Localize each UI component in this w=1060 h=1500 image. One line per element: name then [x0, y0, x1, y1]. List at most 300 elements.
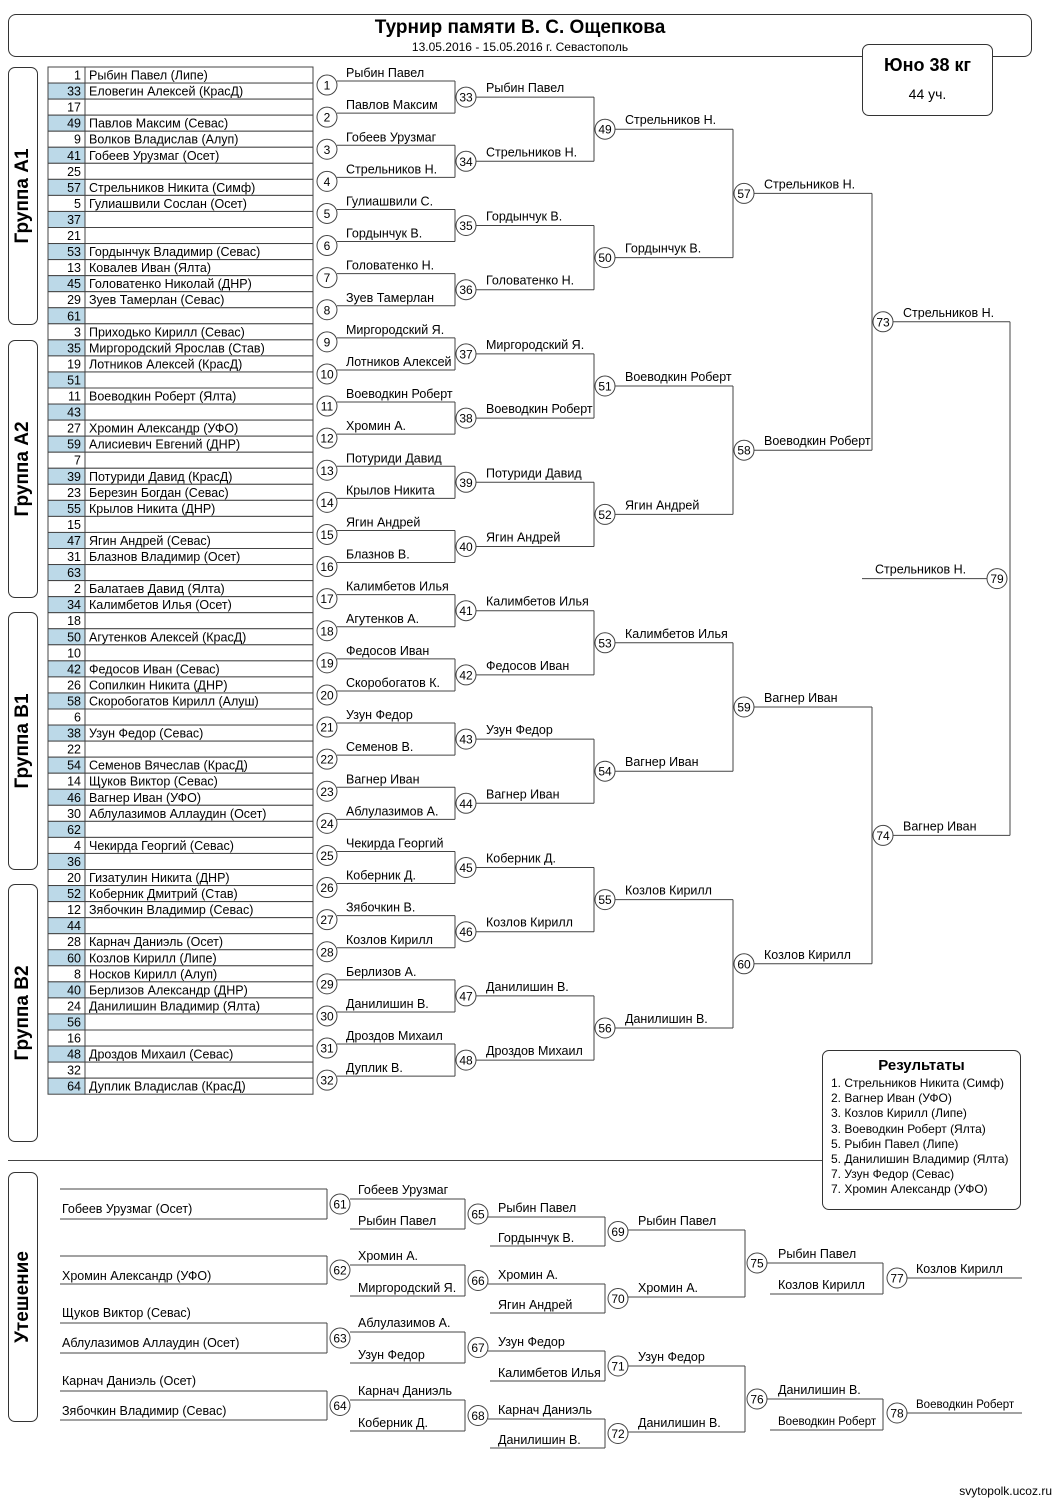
- bout-number: 28: [320, 945, 334, 960]
- bracket-name: Ягин Андрей: [486, 530, 561, 545]
- weight-category: Юно 38 кг: [884, 55, 971, 75]
- bracket-name: Федосов Иван: [486, 658, 570, 673]
- bout-number: 45: [459, 861, 473, 875]
- seed-number: 32: [67, 1063, 81, 1078]
- bracket-name: Миргородский Я.: [358, 1281, 457, 1295]
- bracket-name: Дроздов Михаил: [486, 1044, 583, 1059]
- bout-number: 67: [471, 1341, 485, 1355]
- bout-number: 76: [750, 1392, 764, 1407]
- seed-number: 46: [67, 790, 81, 805]
- bracket-name: Стрельников Н.: [903, 305, 995, 320]
- participant-name: Гизатулин Никита (ДНР): [89, 871, 230, 885]
- participant-name: Ягин Андрей (Севас): [89, 533, 211, 548]
- bout-number: 63: [333, 1331, 347, 1346]
- bracket-name: Ягин Андрей: [625, 498, 700, 513]
- bout-number: 25: [320, 848, 334, 863]
- bracket-name: Гобеев Урузмаг: [358, 1183, 449, 1197]
- bracket-name: Потуриди Давид: [346, 451, 442, 466]
- bout-number: 21: [320, 720, 334, 735]
- participant-name: Гордынчук Владимир (Севас): [89, 245, 261, 260]
- bout-number: 13: [320, 463, 334, 478]
- bracket-name: Калимбетов Илья: [486, 594, 589, 609]
- bout-number: 55: [598, 893, 612, 908]
- bracket-name: Воеводкин Роберт: [346, 387, 453, 402]
- bracket-name: Берлизов А.: [346, 964, 417, 979]
- seed-number: 31: [67, 550, 81, 564]
- bracket-name: Узун Федор: [638, 1350, 705, 1364]
- bracket-name: Зябочкин Владимир (Севас): [62, 1404, 227, 1418]
- bracket-name: Аблулазимов А.: [358, 1316, 451, 1330]
- participant-name: Скоробогатов Кирилл (Алуш): [89, 694, 259, 709]
- participant-name: Балатаев Давид (Ялта): [89, 582, 225, 597]
- bracket-name: Головатенко Н.: [346, 258, 435, 273]
- participant-name: Дроздов Михаил (Севас): [89, 1047, 234, 1062]
- seed-number: 34: [67, 598, 81, 613]
- bout-number: 19: [320, 656, 334, 671]
- bracket-name: Гордынчук В.: [486, 209, 563, 224]
- bracket-name: Аблулазимов Аллаудин (Осет): [62, 1336, 240, 1350]
- bout-number: 1: [323, 78, 331, 93]
- name-cell: [85, 1062, 313, 1078]
- seed-number: 2: [74, 582, 81, 597]
- participant-name: Щуков Виктор (Севас): [89, 774, 218, 789]
- bracket-name: Карнач Даниэль: [358, 1384, 452, 1398]
- bracket-name: Карнач Даниэль: [498, 1403, 592, 1417]
- participant-name: Носков Кирилл (Алуп): [89, 967, 218, 982]
- bout-number: 50: [598, 251, 612, 266]
- bracket-name: Данилишин В.: [346, 996, 429, 1011]
- bout-number: 54: [598, 764, 612, 779]
- bracket-name: Воеводкин Роберт: [764, 434, 871, 449]
- bracket-name: Данилишин В.: [625, 1012, 708, 1026]
- seed-number: 24: [67, 999, 81, 1014]
- seed-number: 19: [67, 357, 81, 372]
- bracket-name: Козлов Кирилл: [778, 1278, 865, 1292]
- bout-number: 60: [737, 957, 751, 972]
- participant-name: Потуриди Давид (КрасД): [89, 469, 233, 484]
- bracket-name: Гобеев Урузмаг: [346, 130, 437, 145]
- participant-name: Агутенков Алексей (КрасД): [89, 630, 247, 645]
- bout-number: 2: [323, 110, 331, 125]
- bracket-name: Вагнер Иван: [625, 755, 699, 770]
- participant-name: Козлов Кирилл (Липе): [89, 951, 217, 966]
- seed-number: 4: [74, 838, 81, 853]
- bout-number: 3: [323, 142, 331, 157]
- name-cell: [85, 709, 313, 725]
- bracket-name: Гордынчук В.: [346, 226, 423, 241]
- name-cell: [85, 211, 313, 227]
- bout-number: 36: [459, 283, 473, 298]
- bracket-name: Коберник Д.: [486, 851, 556, 866]
- bout-number: 68: [471, 1409, 485, 1423]
- bracket-name: Рыбин Павел: [346, 66, 425, 81]
- name-cell: [85, 918, 313, 934]
- bracket-name: Гордынчук В.: [498, 1231, 575, 1245]
- bout-number: 77: [890, 1271, 904, 1286]
- seed-number: 36: [67, 854, 81, 869]
- participant-name: Зябочкин Владимир (Севас): [89, 903, 254, 918]
- participant-name: Березин Богдан (Севас): [89, 485, 229, 500]
- bout-number: 43: [459, 732, 473, 747]
- name-cell: [85, 1014, 313, 1030]
- bout-number: 52: [598, 507, 612, 522]
- bracket-name: Калимбетов Илья: [346, 579, 449, 594]
- seed-number: 23: [67, 485, 81, 500]
- seed-number: 35: [67, 341, 81, 356]
- bracket-name: Рыбин Павел: [486, 81, 565, 96]
- bracket-name: Павлов Максим: [346, 98, 438, 113]
- bracket-name: Хромин А.: [498, 1268, 559, 1282]
- bracket-name: Чекирда Георгий: [346, 836, 444, 851]
- name-cell: [85, 821, 313, 837]
- results-box: [822, 1050, 1021, 1210]
- bout-number: 40: [459, 540, 473, 554]
- bracket-name: Федосов Иван: [346, 643, 430, 658]
- seed-number: 44: [67, 919, 81, 934]
- bracket-name: Хромин А.: [638, 1281, 699, 1295]
- result-item: 3. Воеводкин Роберт (Ялта): [831, 1121, 986, 1136]
- participant-name: Чекирда Георгий (Севас): [89, 838, 234, 853]
- bracket-name: Вагнер Иван: [903, 819, 977, 834]
- participant-name: Крылов Никита (ДНР): [89, 501, 216, 516]
- bout-number: 62: [333, 1263, 347, 1278]
- bracket-name: Стрельников Н.: [764, 177, 856, 192]
- bout-number: 24: [320, 816, 334, 831]
- bracket-name: Воеводкин Роберт: [625, 370, 732, 384]
- bout-number: 74: [876, 828, 890, 843]
- group-a2-label: Группа А2: [12, 421, 33, 517]
- bout-number: 32: [320, 1073, 334, 1088]
- result-item: 1. Стрельников Никита (Симф): [831, 1076, 1004, 1090]
- bracket-name: Гобеев Урузмаг (Осет): [62, 1202, 193, 1216]
- participant-name: Алисиевич Евгений (ДНР): [89, 437, 241, 452]
- bout-number: 37: [459, 347, 473, 362]
- seed-number: 12: [67, 903, 81, 918]
- seed-number: 22: [67, 742, 81, 757]
- name-cell: [85, 163, 313, 179]
- participant-name: Стрельников Никита (Симф): [89, 180, 256, 195]
- bout-number: 16: [320, 560, 334, 575]
- bout-number: 47: [459, 989, 473, 1004]
- bracket-name: Вагнер Иван: [764, 691, 838, 705]
- bracket-name: Козлов Кирилл: [764, 947, 851, 962]
- bout-number: 8: [323, 303, 331, 318]
- bout-number: 48: [459, 1053, 473, 1068]
- bracket-name: Стрельников Н.: [875, 562, 967, 577]
- bracket-name: Аблулазимов А.: [346, 804, 439, 819]
- page-title: Турнир памяти В. С. Ощепкова: [374, 17, 666, 38]
- bout-number: 56: [598, 1021, 612, 1036]
- bout-number: 7: [323, 271, 331, 286]
- participant-name: Семенов Вячеслав (КрасД): [89, 758, 248, 773]
- bout-number: 58: [737, 443, 751, 458]
- consolation-label: Утешение: [12, 1251, 33, 1343]
- seed-number: 29: [67, 293, 81, 308]
- seed-number: 64: [67, 1079, 81, 1094]
- bracket-name: Рыбин Павел: [638, 1214, 717, 1228]
- bout-number: 53: [598, 636, 612, 651]
- bracket-name: Узун Федор: [346, 708, 413, 723]
- seed-number: 60: [67, 951, 81, 966]
- bracket-name: Козлов Кирилл: [346, 932, 433, 947]
- bout-number: 78: [890, 1406, 904, 1421]
- participant-name: Еловегин Алексей (КрасД): [89, 84, 244, 99]
- participant-name: Воеводкин Роберт (Ялта): [89, 389, 237, 404]
- participant-name: Павлов Максим (Севас): [89, 116, 229, 131]
- bout-number: 39: [459, 475, 473, 490]
- seed-number: 47: [67, 533, 81, 548]
- bout-number: 15: [320, 527, 334, 542]
- bracket-name: Данилишин В.: [778, 1383, 861, 1397]
- seed-number: 42: [67, 662, 81, 677]
- bracket-name: Дроздов Михаил: [346, 1029, 443, 1044]
- bracket-name: Узун Федор: [498, 1335, 565, 1349]
- group-a1-label: Группа А1: [12, 148, 33, 244]
- name-cell: [85, 613, 313, 629]
- bracket-name: Калимбетов Илья: [625, 626, 728, 641]
- bout-number: 57: [737, 186, 751, 201]
- bout-number: 75: [750, 1256, 764, 1271]
- participant-name: Головатенко Николай (ДНР): [89, 277, 252, 292]
- result-item: 5. Рыбин Павел (Липе): [831, 1136, 959, 1151]
- seed-number: 52: [67, 887, 81, 902]
- bracket-name: Стрельников Н.: [486, 145, 578, 160]
- bracket-name: Вагнер Иван: [486, 787, 560, 802]
- category-box: [862, 44, 993, 116]
- seed-number: 7: [74, 453, 81, 468]
- group-b2-label: Группа В2: [12, 965, 33, 1061]
- bout-number: 26: [320, 881, 334, 896]
- result-item: 7. Узун Федор (Севас): [831, 1167, 955, 1182]
- bracket-name: Агутенков А.: [346, 611, 420, 626]
- name-cell: [85, 1030, 313, 1046]
- bracket-name: Гордынчук В.: [625, 241, 702, 256]
- seed-number: 8: [74, 967, 81, 982]
- participant-count: 44 уч.: [908, 86, 947, 102]
- bout-number: 31: [320, 1041, 334, 1056]
- bout-number: 61: [333, 1197, 347, 1212]
- participant-name: Вагнер Иван (УФО): [89, 790, 202, 805]
- bout-number: 42: [459, 668, 473, 683]
- result-item: 2. Вагнер Иван (УФО): [831, 1091, 952, 1106]
- seed-number: 33: [67, 84, 81, 99]
- bracket-name: Лотников Алексей: [346, 354, 452, 369]
- seed-number: 51: [67, 373, 81, 388]
- bout-number: 35: [459, 219, 473, 233]
- bracket-name: Данилишин В.: [638, 1416, 721, 1430]
- bout-number: 4: [323, 174, 331, 189]
- bout-number: 72: [611, 1427, 625, 1441]
- seed-number: 43: [67, 405, 81, 420]
- participant-name: Дуплик Владислав (КрасД): [89, 1079, 246, 1094]
- participant-name: Блазнов Владимир (Осет): [89, 550, 241, 564]
- bracket-name: Стрельников Н.: [346, 162, 438, 177]
- participant-name: Зуев Тамерлан (Севас): [89, 293, 225, 308]
- bout-number: 71: [611, 1359, 625, 1374]
- participant-name: Гулиашвили Сослан (Осет): [89, 196, 247, 211]
- bracket-name: Данилишин В.: [498, 1433, 581, 1447]
- seed-number: 38: [67, 726, 81, 741]
- participant-name: Волков Владислав (Алуп): [89, 132, 239, 147]
- bracket-name: Козлов Кирилл: [916, 1262, 1003, 1276]
- seed-number: 17: [67, 100, 81, 115]
- bout-number: 30: [320, 1009, 334, 1024]
- bracket-name: Хромин Александр (УФО): [62, 1269, 212, 1283]
- bout-number: 10: [320, 367, 334, 382]
- name-cell: [85, 99, 313, 115]
- seed-number: 63: [67, 566, 81, 581]
- bout-number: 11: [320, 399, 334, 414]
- bracket-name: Миргородский Я.: [486, 337, 585, 352]
- seed-number: 14: [67, 774, 81, 789]
- seed-number: 41: [67, 148, 81, 163]
- bout-number: 9: [323, 335, 331, 350]
- bout-number: 70: [611, 1292, 625, 1306]
- bout-number: 49: [598, 122, 612, 137]
- participant-name: Узун Федор (Севас): [89, 726, 204, 741]
- bracket-name: Рыбин Павел: [498, 1201, 577, 1215]
- seed-number: 49: [67, 116, 81, 131]
- participant-name: Миргородский Ярослав (Став): [89, 341, 265, 356]
- name-cell: [85, 228, 313, 244]
- participant-name: Рыбин Павел (Липе): [89, 68, 208, 83]
- name-cell: [85, 853, 313, 869]
- participant-name: Данилишин Владимир (Ялта): [89, 999, 261, 1014]
- bout-number: 51: [598, 379, 612, 394]
- result-item: 5. Данилишин Владимир (Ялта): [831, 1152, 1009, 1167]
- participant-name: Гобеев Урузмаг (Осет): [89, 148, 220, 163]
- bout-number: 14: [320, 495, 334, 510]
- bout-number: 44: [459, 796, 473, 811]
- seed-number: 6: [74, 710, 81, 725]
- participant-name: Лотников Алексей (КрасД): [89, 357, 243, 372]
- name-cell: [85, 308, 313, 324]
- results-title: Результаты: [878, 1057, 965, 1074]
- bout-number: 17: [320, 592, 334, 607]
- bracket-name: Вагнер Иван: [346, 772, 420, 787]
- result-item: 7. Хромин Александр (УФО): [831, 1182, 988, 1197]
- name-cell: [85, 516, 313, 532]
- seed-number: 59: [67, 437, 81, 452]
- page-subtitle: 13.05.2016 - 15.05.2016 г. Севастополь: [411, 40, 629, 54]
- name-cell: [85, 404, 313, 420]
- bout-number: 22: [320, 752, 334, 767]
- seed-number: 53: [67, 245, 81, 260]
- bracket-name: Козлов Кирилл: [486, 915, 573, 930]
- bracket-name: Козлов Кирилл: [625, 883, 712, 898]
- bracket-name: Коберник Д.: [346, 868, 416, 883]
- bout-number: 5: [323, 206, 331, 221]
- bout-number: 34: [459, 154, 473, 169]
- bracket-name: Зуев Тамерлан: [346, 290, 434, 305]
- participant-name: Хромин Александр (УФО): [89, 421, 239, 436]
- bout-number: 69: [611, 1225, 625, 1239]
- seed-number: 56: [67, 1015, 81, 1030]
- name-cell: [85, 452, 313, 468]
- seed-number: 61: [67, 309, 81, 324]
- bout-number: 59: [737, 700, 751, 715]
- bout-number: 79: [990, 572, 1004, 587]
- bout-number: 38: [459, 411, 473, 426]
- seed-number: 58: [67, 694, 81, 709]
- bracket-name: Карнач Даниэль (Осет): [62, 1374, 196, 1388]
- participant-name: Ковалев Иван (Ялта): [89, 261, 212, 276]
- bracket-name: Рыбин Павел: [778, 1247, 857, 1261]
- name-cell: [85, 741, 313, 757]
- bracket-name: Хромин А.: [358, 1249, 419, 1263]
- bracket-name: Крылов Никита: [346, 483, 435, 498]
- seed-number: 45: [67, 277, 81, 292]
- seed-number: 13: [67, 261, 81, 276]
- bracket-name: Миргородский Я.: [346, 322, 445, 337]
- bracket-name: Блазнов В.: [346, 547, 410, 562]
- participant-name: Аблулазимов Аллаудин (Осет): [89, 806, 267, 821]
- seed-number: 55: [67, 501, 81, 516]
- seed-number: 1: [74, 68, 81, 83]
- bracket-name: Дуплик В.: [346, 1061, 403, 1076]
- participant-name: Федосов Иван (Севас): [89, 662, 220, 677]
- seed-number: 40: [67, 983, 81, 998]
- bracket-name: Семенов В.: [346, 740, 414, 755]
- watermark: svytopolk.ucoz.ru: [959, 1484, 1052, 1498]
- bracket-name: Воеводкин Роберт: [778, 1416, 877, 1428]
- participant-name: Приходько Кирилл (Севас): [89, 325, 245, 340]
- bout-number: 66: [471, 1274, 485, 1288]
- seed-number: 39: [67, 469, 81, 484]
- seed-number: 5: [74, 196, 81, 211]
- bracket-name: Узун Федор: [358, 1348, 425, 1362]
- bracket-name: Щуков Виктор (Севас): [62, 1306, 191, 1320]
- bout-number: 73: [876, 315, 890, 330]
- seed-number: 25: [67, 164, 81, 179]
- bracket-name: Зябочкин В.: [346, 900, 416, 915]
- bracket-name: Гулиашвили С.: [346, 194, 434, 209]
- participant-name: Карнач Даниэль (Осет): [89, 935, 223, 950]
- bout-number: 12: [320, 431, 334, 446]
- participant-name: Коберник Дмитрий (Став): [89, 887, 238, 902]
- seed-number: 10: [67, 646, 81, 661]
- result-item: 3. Козлов Кирилл (Липе): [831, 1106, 967, 1121]
- bracket-name: Хромин А.: [346, 419, 407, 434]
- seed-number: 62: [67, 822, 81, 837]
- seed-number: 3: [74, 325, 81, 340]
- group-b1-label: Группа В1: [12, 693, 33, 789]
- seed-number: 20: [67, 871, 81, 885]
- bracket-name: Ягин Андрей: [498, 1298, 573, 1312]
- participant-name: Берлизов Александр (ДНР): [89, 983, 248, 998]
- seed-number: 37: [67, 212, 81, 227]
- bracket-name: Ягин Андрей: [346, 515, 421, 530]
- seed-number: 54: [67, 758, 81, 773]
- bracket-name: Воеводкин Роберт: [486, 402, 593, 417]
- bracket-name: Воеводкин Роберт: [916, 1399, 1015, 1411]
- seed-number: 28: [67, 935, 81, 950]
- seed-number: 18: [67, 614, 81, 629]
- bout-number: 65: [471, 1207, 485, 1222]
- seed-number: 30: [67, 806, 81, 821]
- seed-number: 11: [68, 389, 81, 404]
- bout-number: 33: [459, 90, 473, 105]
- seed-number: 15: [67, 517, 81, 532]
- participant-name: Калимбетов Илья (Осет): [89, 598, 232, 613]
- bracket-name: Данилишин В.: [486, 979, 569, 994]
- bracket-name: Узун Федор: [486, 723, 553, 738]
- seed-number: 9: [74, 132, 81, 147]
- bout-number: 64: [333, 1399, 347, 1413]
- participant-name: Сопилкин Никита (ДНР): [89, 678, 228, 693]
- bout-number: 46: [459, 925, 473, 940]
- bracket-name: Головатенко Н.: [486, 273, 575, 288]
